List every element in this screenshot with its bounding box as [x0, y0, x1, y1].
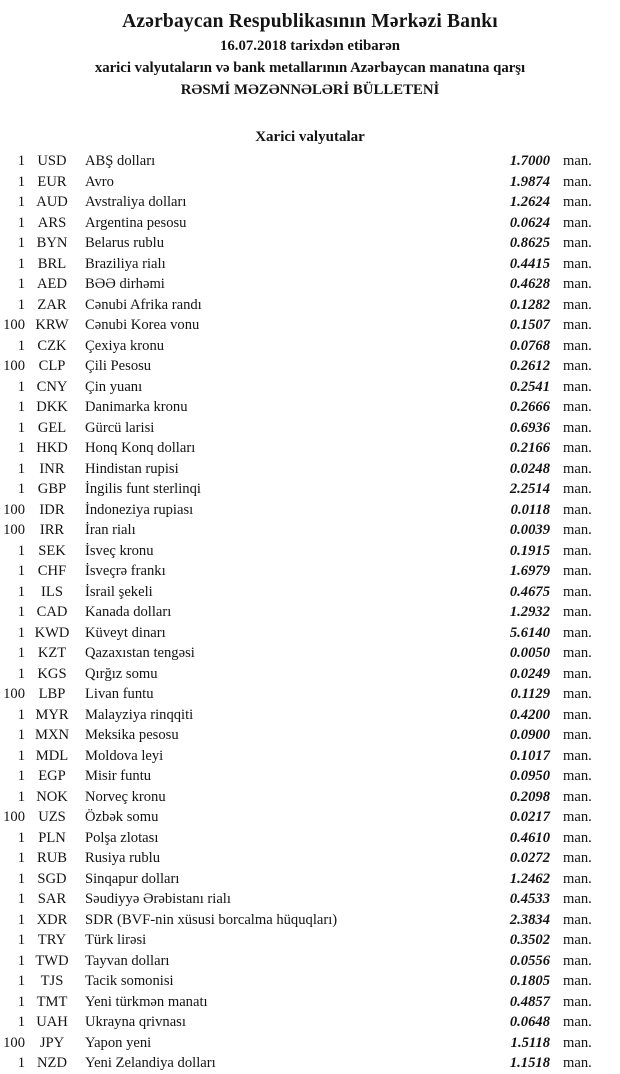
name-cell: Tayvan dolları	[85, 952, 170, 969]
table-row	[0, 725, 620, 746]
unit-cell: man.	[563, 153, 592, 169]
code-cell: CLP	[38, 358, 66, 374]
rate-cell: 0.0248	[509, 460, 550, 477]
quantity-cell: 1	[17, 870, 25, 887]
unit-cell: man.	[563, 255, 592, 272]
code-cell: ARS	[37, 214, 67, 231]
table-row	[0, 151, 620, 172]
table-row	[0, 1053, 620, 1074]
code-cell: EGP	[38, 768, 66, 784]
unit-cell: man.	[563, 194, 592, 210]
rate-cell: 1.7000	[509, 153, 550, 169]
quantity-cell: 1	[17, 337, 25, 354]
table-row	[0, 520, 620, 541]
table-row	[0, 254, 620, 275]
table-row	[0, 479, 620, 500]
code-cell: KRW	[35, 317, 69, 333]
unit-cell: man.	[563, 173, 592, 190]
code-cell: IRR	[39, 522, 65, 538]
code-cell: DKK	[36, 399, 68, 415]
rate-cell: 0.2612	[509, 358, 550, 374]
name-cell: Səudiyyə Ərəbistanı rialı	[85, 891, 231, 907]
name-cell: Misir funtu	[85, 768, 152, 784]
rate-cell: 0.4415	[509, 255, 550, 272]
code-cell: SEK	[38, 542, 66, 559]
code-cell: UZS	[38, 809, 66, 825]
name-cell: Kanada dolları	[85, 604, 172, 620]
name-cell: BƏƏ dirhəmi	[85, 276, 165, 292]
name-cell: Çin yuanı	[85, 378, 143, 395]
quantity-cell: 1	[17, 747, 25, 764]
code-cell: UAH	[36, 1014, 68, 1030]
code-cell: INR	[39, 460, 65, 477]
rate-cell: 0.1805	[509, 973, 550, 989]
quantity-cell: 1	[17, 604, 25, 620]
table-row	[0, 869, 620, 890]
table-row	[0, 766, 620, 787]
code-cell: EUR	[37, 173, 67, 190]
rate-cell: 0.4533	[509, 891, 550, 907]
quantity-cell: 1	[17, 153, 25, 169]
quantity-cell: 100	[3, 1034, 25, 1051]
section-title-foreign-currencies: Xarici valyutalar	[255, 129, 365, 145]
table-row	[0, 828, 620, 849]
code-cell: SAR	[37, 891, 67, 907]
unit-cell: man.	[563, 891, 592, 907]
rate-cell: 0.2166	[509, 440, 550, 456]
code-cell: TWD	[35, 952, 69, 969]
quantity-cell: 1	[17, 440, 25, 456]
unit-cell: man.	[563, 481, 592, 497]
quantity-cell: 1	[17, 194, 25, 210]
unit-cell: man.	[563, 686, 592, 702]
table-row	[0, 541, 620, 562]
code-cell: CHF	[37, 563, 67, 579]
table-row	[0, 274, 620, 295]
name-cell: İndoneziya rupiası	[85, 501, 194, 518]
table-row	[0, 664, 620, 685]
unit-cell: man.	[563, 440, 592, 456]
unit-cell: man.	[563, 768, 592, 784]
quantity-cell: 1	[17, 419, 25, 436]
table-row	[0, 746, 620, 767]
name-cell: Cənubi Afrika randı	[85, 296, 202, 313]
rate-cell: 0.0217	[509, 809, 550, 825]
name-cell: Qazaxıstan tengəsi	[85, 645, 195, 661]
table-row	[0, 1033, 620, 1054]
unit-cell: man.	[563, 542, 592, 559]
name-cell: Livan funtu	[85, 686, 154, 702]
unit-cell: man.	[563, 1034, 592, 1051]
table-row	[0, 910, 620, 931]
name-cell: İsveçrə frankı	[85, 563, 166, 579]
quantity-cell: 1	[17, 768, 25, 784]
quantity-cell: 1	[17, 563, 25, 579]
unit-cell: man.	[563, 993, 592, 1010]
name-cell: Türk lirəsi	[85, 932, 147, 948]
quantity-cell: 1	[17, 173, 25, 190]
name-cell: Polşa zlotası	[85, 829, 159, 846]
code-cell: IDR	[39, 501, 65, 518]
unit-cell: man.	[563, 583, 592, 600]
code-cell: TRY	[37, 932, 67, 948]
rate-cell: 1.1518	[509, 1055, 550, 1071]
code-cell: USD	[37, 153, 67, 169]
rate-cell: 1.2932	[509, 604, 550, 620]
table-row	[0, 397, 620, 418]
code-cell: ILS	[41, 583, 63, 600]
rate-cell: 0.1017	[509, 747, 550, 764]
unit-cell: man.	[563, 932, 592, 948]
unit-cell: man.	[563, 276, 592, 292]
quantity-cell: 1	[17, 891, 25, 907]
name-cell: İsrail şekeli	[85, 583, 153, 600]
code-cell: CAD	[36, 604, 68, 620]
rate-cell: 0.0768	[509, 337, 550, 354]
name-cell: İsveç kronu	[85, 542, 154, 559]
quantity-cell: 1	[17, 665, 25, 682]
unit-cell: man.	[563, 1014, 592, 1030]
quantity-cell: 1	[17, 993, 25, 1010]
table-row	[0, 971, 620, 992]
table-row	[0, 336, 620, 357]
table-row	[0, 192, 620, 213]
code-cell: XDR	[36, 911, 68, 928]
unit-cell: man.	[563, 460, 592, 477]
unit-cell: man.	[563, 522, 592, 538]
quantity-cell: 1	[17, 276, 25, 292]
quantity-cell: 100	[3, 809, 25, 825]
unit-cell: man.	[563, 665, 592, 682]
code-cell: NZD	[37, 1055, 67, 1071]
unit-cell: man.	[563, 563, 592, 579]
name-cell: Gürcü larisi	[85, 419, 155, 436]
rate-cell: 0.1915	[509, 542, 550, 559]
name-cell: Meksika pesosu	[85, 727, 179, 743]
quantity-cell: 100	[3, 686, 25, 702]
unit-cell: man.	[563, 1055, 592, 1071]
subject-line: xarici valyutaların və bank metallarının Azərbaycan manatına qarşı	[94, 60, 526, 76]
code-cell: BRL	[37, 255, 67, 272]
code-cell: KZT	[37, 645, 67, 661]
quantity-cell: 1	[17, 706, 25, 723]
code-cell: CZK	[37, 337, 67, 354]
quantity-cell: 1	[17, 932, 25, 948]
name-cell: Çili Pesosu	[85, 358, 152, 374]
code-cell: GEL	[37, 419, 67, 436]
table-row	[0, 705, 620, 726]
rate-cell: 2.2514	[509, 481, 550, 497]
quantity-cell: 1	[17, 399, 25, 415]
quantity-cell: 1	[17, 542, 25, 559]
table-row	[0, 213, 620, 234]
name-cell: Argentina pesosu	[85, 214, 187, 231]
name-cell: Sinqapur dolları	[85, 870, 180, 887]
unit-cell: man.	[563, 911, 592, 928]
name-cell: Cənubi Korea vonu	[85, 317, 200, 333]
code-cell: MYR	[35, 706, 69, 723]
name-cell: İran rialı	[85, 522, 136, 538]
table-row	[0, 295, 620, 316]
unit-cell: man.	[563, 850, 592, 866]
name-cell: Yeni Zelandiya dolları	[85, 1055, 216, 1071]
table-row	[0, 582, 620, 603]
code-cell: JPY	[39, 1034, 65, 1051]
quantity-cell: 1	[17, 296, 25, 313]
table-row	[0, 787, 620, 808]
code-cell: LBP	[38, 686, 66, 702]
code-cell: NOK	[36, 788, 68, 805]
rate-cell: 0.2666	[509, 399, 550, 415]
unit-cell: man.	[563, 870, 592, 887]
unit-cell: man.	[563, 419, 592, 436]
quantity-cell: 1	[17, 788, 25, 805]
quantity-cell: 100	[3, 358, 25, 374]
name-cell: İngilis funt sterlinqi	[85, 481, 201, 497]
name-cell: Özbək somu	[85, 809, 159, 825]
rate-cell: 0.1129	[510, 686, 550, 702]
name-cell: Ukrayna qrivnası	[85, 1014, 186, 1030]
code-cell: ZAR	[37, 296, 67, 313]
rate-cell: 1.5118	[510, 1034, 550, 1051]
name-cell: Norveç kronu	[85, 788, 166, 805]
table-row	[0, 377, 620, 398]
code-cell: KWD	[34, 624, 70, 641]
table-row	[0, 602, 620, 623]
table-row	[0, 1012, 620, 1033]
quantity-cell: 1	[17, 829, 25, 846]
table-row	[0, 500, 620, 521]
quantity-cell: 1	[17, 583, 25, 600]
quantity-cell: 1	[17, 378, 25, 395]
quantity-cell: 1	[17, 1014, 25, 1030]
quantity-cell: 1	[17, 973, 25, 989]
table-row	[0, 459, 620, 480]
quantity-cell: 100	[3, 317, 25, 333]
quantity-cell: 1	[17, 645, 25, 661]
quantity-cell: 1	[17, 952, 25, 969]
rate-cell: 0.0249	[509, 665, 550, 682]
table-row	[0, 315, 620, 336]
name-cell: Honq Konq dolları	[85, 440, 196, 456]
rate-cell: 0.2541	[509, 378, 550, 395]
unit-cell: man.	[563, 952, 592, 969]
table-row	[0, 889, 620, 910]
quantity-cell: 1	[17, 235, 25, 251]
rate-cell: 0.0624	[509, 214, 550, 231]
table-row	[0, 992, 620, 1013]
quantity-cell: 1	[17, 255, 25, 272]
rate-cell: 1.6979	[509, 563, 550, 579]
quantity-cell: 1	[17, 481, 25, 497]
table-row	[0, 356, 620, 377]
unit-cell: man.	[563, 624, 592, 641]
quantity-cell: 1	[17, 624, 25, 641]
unit-cell: man.	[563, 809, 592, 825]
quantity-cell: 100	[3, 522, 25, 538]
table-row	[0, 807, 620, 828]
code-cell: PLN	[38, 829, 66, 846]
name-cell: Qırğız somu	[85, 665, 158, 682]
name-cell: Çexiya kronu	[85, 337, 165, 354]
quantity-cell: 1	[17, 1055, 25, 1071]
name-cell: Avstraliya dolları	[85, 194, 187, 210]
table-row	[0, 951, 620, 972]
rate-cell: 0.4857	[509, 993, 550, 1010]
rate-cell: 1.2624	[509, 194, 550, 210]
quantity-cell: 1	[17, 214, 25, 231]
bulletin-header	[0, 0, 620, 101]
table-row	[0, 643, 620, 664]
code-cell: KGS	[37, 665, 67, 682]
table-row	[0, 418, 620, 439]
code-cell: SGD	[37, 870, 67, 887]
name-cell: Belarus rublu	[85, 235, 165, 251]
table-row	[0, 848, 620, 869]
rate-cell: 2.3834	[509, 911, 550, 928]
table-row	[0, 172, 620, 193]
rate-cell: 0.3502	[509, 932, 550, 948]
name-cell: Rusiya rublu	[85, 850, 160, 866]
table-row	[0, 561, 620, 582]
table-row	[0, 623, 620, 644]
name-cell: Yapon yeni	[85, 1034, 152, 1051]
rate-cell: 0.1507	[509, 317, 550, 333]
quantity-cell: 1	[17, 460, 25, 477]
table-row	[0, 684, 620, 705]
table-row	[0, 438, 620, 459]
rate-cell: 0.1282	[509, 296, 550, 313]
rate-cell: 0.4610	[509, 829, 550, 846]
unit-cell: man.	[563, 358, 592, 374]
unit-cell: man.	[563, 706, 592, 723]
unit-cell: man.	[563, 296, 592, 313]
name-cell: Tacik somonisi	[85, 973, 174, 989]
unit-cell: man.	[563, 747, 592, 764]
code-cell: TMT	[36, 993, 68, 1010]
quantity-cell: 1	[17, 850, 25, 866]
rate-cell: 0.0118	[510, 501, 550, 518]
code-cell: MDL	[35, 747, 69, 764]
unit-cell: man.	[563, 317, 592, 333]
quantity-cell: 1	[17, 727, 25, 743]
name-cell: Hindistan rupisi	[85, 460, 179, 477]
code-cell: MXN	[34, 727, 70, 743]
name-cell: Malayziya rinqqiti	[85, 706, 194, 723]
quantity-cell: 100	[3, 501, 25, 518]
rate-cell: 1.9874	[509, 173, 550, 190]
rate-cell: 0.2098	[509, 788, 550, 805]
unit-cell: man.	[563, 645, 592, 661]
rate-cell: 5.6140	[509, 624, 550, 641]
unit-cell: man.	[563, 727, 592, 743]
code-cell: AED	[37, 276, 67, 292]
unit-cell: man.	[563, 378, 592, 395]
rate-cell: 0.0039	[509, 522, 550, 538]
rate-cell: 0.0950	[509, 768, 550, 784]
code-cell: GBP	[37, 481, 67, 497]
table-row	[0, 930, 620, 951]
rate-cell: 0.6936	[509, 419, 550, 436]
rate-cell: 0.0900	[509, 727, 550, 743]
name-cell: Avro	[85, 173, 114, 190]
name-cell: Yeni türkmən manatı	[85, 993, 208, 1010]
name-cell: Danimarka kronu	[85, 399, 188, 415]
code-cell: RUB	[36, 850, 67, 866]
effective-date: 16.07.2018 tarixdən etibarən	[219, 38, 400, 54]
unit-cell: man.	[563, 235, 592, 251]
rate-cell: 0.4200	[509, 706, 550, 723]
rate-cell: 0.0556	[509, 952, 550, 969]
table-row	[0, 233, 620, 254]
name-cell: Moldova leyi	[85, 747, 164, 764]
name-cell: Braziliya rialı	[85, 255, 166, 272]
unit-cell: man.	[563, 214, 592, 231]
unit-cell: man.	[563, 399, 592, 415]
rate-cell: 0.8625	[509, 235, 550, 251]
rates-table	[0, 151, 620, 1074]
unit-cell: man.	[563, 973, 592, 989]
rate-cell: 0.0648	[509, 1014, 550, 1030]
code-cell: HKD	[36, 440, 68, 456]
code-cell: CNY	[36, 378, 68, 395]
rate-cell: 0.0272	[509, 850, 550, 866]
rate-cell: 1.2462	[509, 870, 550, 887]
unit-cell: man.	[563, 337, 592, 354]
name-cell: ABŞ dolları	[85, 153, 156, 169]
rate-cell: 0.4675	[509, 583, 550, 600]
unit-cell: man.	[563, 829, 592, 846]
unit-cell: man.	[563, 604, 592, 620]
code-cell: BYN	[36, 235, 68, 251]
bulletin-title: RƏSMİ MƏZƏNNƏLƏRİ BÜLLETENİ	[180, 82, 440, 98]
unit-cell: man.	[563, 501, 592, 518]
name-cell: SDR (BVF-nin xüsusi borcalma hüquqları)	[85, 911, 338, 928]
code-cell: AUD	[36, 194, 68, 210]
unit-cell: man.	[563, 788, 592, 805]
rate-cell: 0.0050	[509, 645, 550, 661]
rate-cell: 0.4628	[509, 276, 550, 292]
name-cell: Küveyt dinarı	[85, 624, 166, 641]
code-cell: TJS	[40, 973, 64, 989]
bank-title: Azərbaycan Respublikasının Mərkəzi Bankı	[122, 11, 498, 32]
quantity-cell: 1	[17, 911, 25, 928]
